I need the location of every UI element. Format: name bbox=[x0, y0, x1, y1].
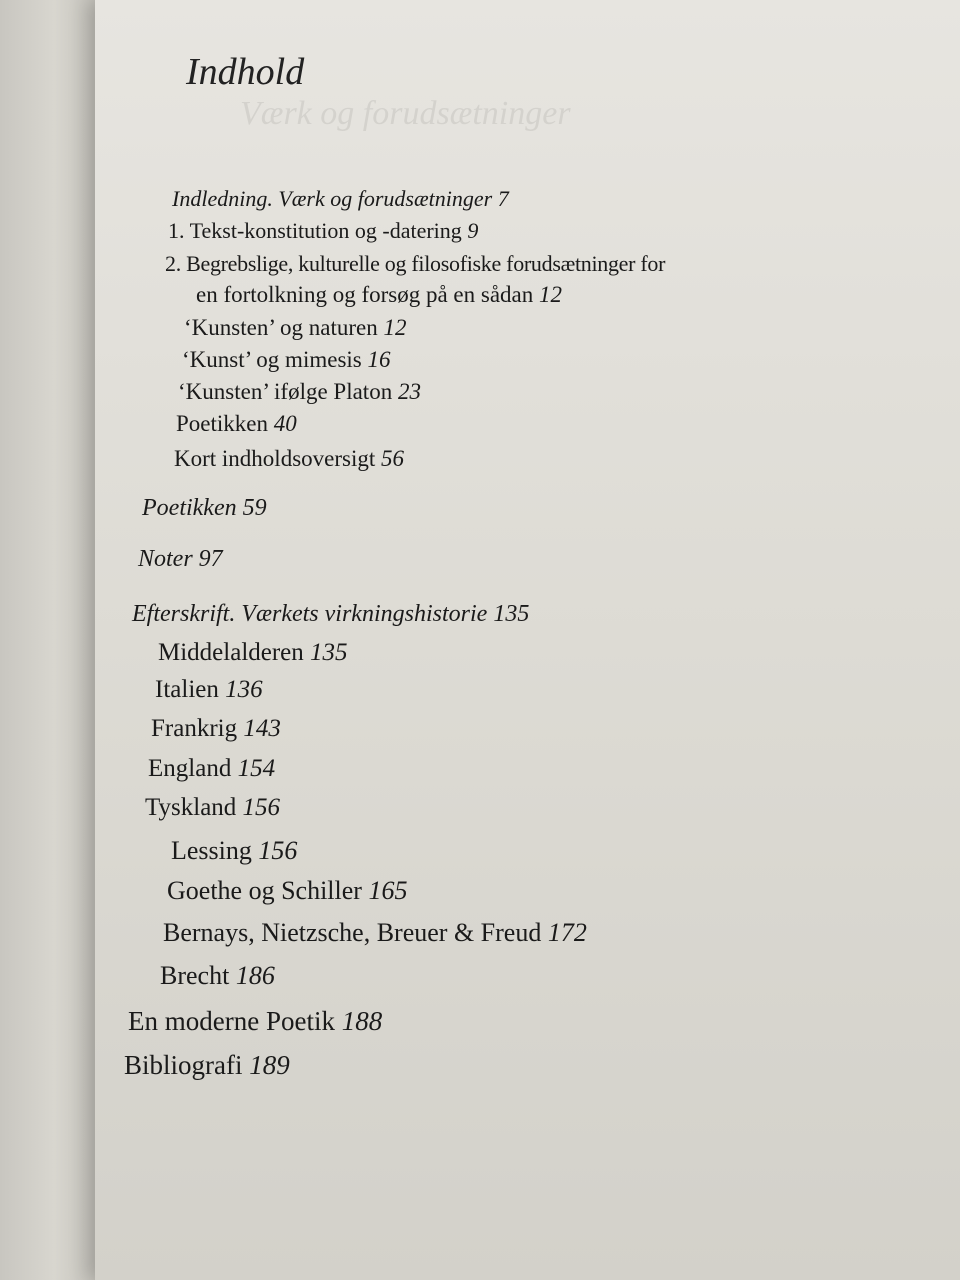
toc-entry bbox=[165, 251, 665, 277]
toc-page-number: 135 bbox=[310, 639, 348, 666]
page-title: Indhold bbox=[186, 51, 305, 93]
toc-entry bbox=[160, 961, 275, 991]
toc-entry-title: Lessing bbox=[171, 836, 252, 865]
toc-entry-title: Indledning. Værk og forudsætninger bbox=[172, 186, 493, 211]
toc-entry-title: Kort indholdsoversigt bbox=[174, 446, 376, 471]
toc-entry-title: Brecht bbox=[160, 961, 230, 990]
toc-entry-title: 2. Begrebslige, kulturelle og filosofiske forudsætninger for bbox=[165, 251, 666, 276]
toc-entry bbox=[167, 876, 407, 906]
toc-entry bbox=[184, 315, 407, 341]
toc-entry bbox=[124, 1050, 290, 1081]
toc-entry bbox=[176, 411, 297, 437]
toc-entry bbox=[142, 495, 267, 522]
toc-entry-title: Poetikken bbox=[176, 411, 268, 436]
toc-entry-title: Middelalderen bbox=[158, 639, 304, 666]
toc-page-number: 135 bbox=[493, 601, 530, 627]
toc-entry-title: Frankrig bbox=[151, 715, 238, 742]
toc-page-number: 189 bbox=[249, 1050, 290, 1080]
toc-entry bbox=[151, 715, 281, 743]
toc-entry bbox=[145, 794, 280, 822]
toc-page-number: 97 bbox=[198, 546, 223, 572]
toc-entry-title: Poetikken bbox=[142, 495, 237, 521]
toc-entry-title: en fortolkning og forsøg på en sådan bbox=[196, 282, 534, 307]
toc-entry-title: Noter bbox=[138, 546, 193, 572]
toc-page-number: 12 bbox=[539, 282, 563, 307]
toc-entry bbox=[174, 446, 404, 472]
toc-entry-title: En moderne Poetik bbox=[128, 1006, 335, 1036]
toc-page-number: 9 bbox=[467, 218, 479, 243]
toc-entry bbox=[171, 836, 297, 866]
toc-page-number: 40 bbox=[273, 411, 297, 436]
toc-page-number: 156 bbox=[258, 836, 298, 865]
toc-entry-title: 1. Tekst-konstitution og -datering bbox=[168, 218, 462, 243]
toc-page-number: 188 bbox=[341, 1006, 383, 1036]
toc-page-number: 56 bbox=[381, 446, 404, 471]
toc-page-number: 186 bbox=[235, 961, 275, 990]
toc-entry-title: Bernays, Nietzsche, Breuer & Freud bbox=[163, 918, 542, 947]
toc-page-number: 154 bbox=[237, 755, 276, 782]
toc-page-number: 165 bbox=[368, 876, 408, 905]
toc-entry-title: Tyskland bbox=[145, 794, 237, 821]
toc-entry bbox=[138, 546, 223, 573]
toc-entry bbox=[178, 379, 421, 405]
toc-entry-title: Bibliografi bbox=[124, 1050, 243, 1080]
toc-entry-title: Efterskrift. Værkets virkningshistorie bbox=[132, 601, 488, 627]
toc-entry bbox=[163, 918, 587, 948]
toc-page-number: 172 bbox=[547, 918, 587, 947]
toc-page-number: 136 bbox=[225, 676, 263, 703]
toc-page-number: 156 bbox=[242, 794, 281, 821]
toc-entry bbox=[128, 1006, 382, 1037]
toc-page-number: 16 bbox=[367, 347, 391, 372]
toc-entry bbox=[155, 676, 263, 704]
toc-page-number: 12 bbox=[383, 315, 407, 340]
toc-page-number: 143 bbox=[243, 715, 281, 742]
toc-entry bbox=[132, 601, 529, 628]
toc-entry-title: Italien bbox=[155, 676, 219, 703]
toc-entry-title: ‘Kunst’ og mimesis bbox=[182, 347, 362, 372]
toc-page-number: 59 bbox=[242, 495, 267, 521]
toc-entry-title: ‘Kunsten’ ifølge Platon bbox=[178, 379, 393, 404]
toc-entry bbox=[196, 282, 562, 308]
toc-entry-title: ‘Kunsten’ og naturen bbox=[184, 315, 378, 340]
toc-entry bbox=[158, 639, 348, 667]
toc-entry-title: England bbox=[148, 755, 232, 782]
toc-page-number: 23 bbox=[397, 379, 421, 404]
toc-entry bbox=[172, 186, 509, 212]
toc-entry bbox=[182, 347, 390, 373]
toc-page-number: 7 bbox=[497, 186, 509, 211]
toc-entry bbox=[168, 218, 478, 244]
toc-entry-title: Goethe og Schiller bbox=[167, 876, 362, 905]
toc-entry bbox=[148, 755, 275, 783]
